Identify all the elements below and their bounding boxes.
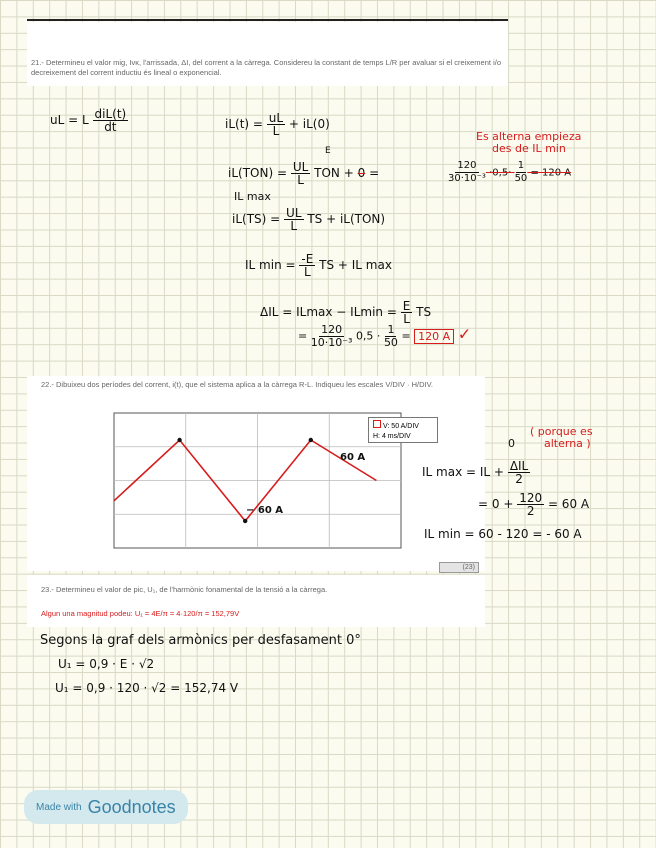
ton-strike-f-den: 50 (514, 173, 528, 184)
zero-note: 0 (508, 437, 515, 450)
delta-equation (260, 300, 431, 325)
goodnotes-logo: Goodnotes (87, 796, 176, 817)
ts-den: L (290, 219, 298, 233)
top-rule (27, 19, 508, 21)
ilmax-lhs: IL max = (422, 465, 477, 479)
ton-zero: 0 (357, 166, 366, 180)
ilmax-calc (478, 492, 589, 517)
il-rest: + iL(0) (288, 117, 330, 131)
ilmax-rhs: IL + (479, 465, 504, 479)
ilmin-calc (424, 527, 582, 541)
ilmax-calc-res: = 60 A (547, 497, 590, 511)
ilmax-eq (422, 460, 530, 485)
q21-panel (27, 22, 508, 86)
ton-eq: = (369, 166, 380, 180)
ilmax-calc-a: = 0 + (478, 497, 514, 511)
ul-den: dt (104, 120, 117, 134)
ton-den: L (297, 173, 304, 187)
delta-lhs: ΔIL = ILmax − ILmin = (260, 305, 397, 319)
trough-point (243, 519, 247, 523)
delta2-den: 10·10⁻³ (310, 336, 353, 349)
il-lhs: iL(t) = (225, 117, 263, 131)
ts-equation (232, 207, 385, 232)
ul-num: diL(t) (94, 107, 127, 121)
ul-equation (50, 108, 128, 133)
red-note-alterna-2: alterna ) (544, 437, 591, 450)
il-num: uL (268, 111, 284, 125)
delta2-f-den: 50 (383, 336, 398, 349)
delta-den: L (403, 312, 410, 326)
bottom-line-2: U₁ = 0,9 · E · √2 (58, 657, 155, 671)
ton-equation (228, 161, 379, 186)
delta-calc (298, 324, 471, 349)
ilmin-calc-lhs: IL min = (424, 527, 475, 541)
red-note-line2: des de IL min (492, 142, 566, 155)
fig-number: (23) (462, 564, 475, 571)
peak-point (177, 438, 181, 442)
delta2-mid: 0,5 · (355, 329, 381, 343)
chart-legend (368, 417, 438, 443)
ilmax-label: IL max (234, 190, 271, 203)
ton-lhs: iL(TON) = (228, 166, 288, 180)
q23-answer: Algun una magnitud podeu: U₁ = 4E/π = 4·120/π = 152,79V (41, 609, 240, 618)
ul-lhs: uL = L (50, 113, 89, 127)
ilmin-den: L (303, 265, 311, 279)
ton-strike-num: 120 (457, 160, 477, 171)
ton-strike-mid: ·0,5· (489, 167, 512, 179)
delta-result-box: 120 A (414, 329, 454, 344)
delta-num: E (402, 299, 411, 313)
legend-v: V: 50 A/DIV (373, 420, 433, 432)
ton-strike-den: 30·10⁻³ (448, 173, 486, 184)
peak-label: 60 A (340, 452, 366, 463)
trough-label: − 60 A (246, 505, 283, 516)
ilmax-frac-num: ΔIL (509, 459, 529, 473)
delta2-f-num: 1 (387, 323, 395, 336)
legend-h: H: 4 ms/DIV (373, 433, 411, 440)
delta2-eq2: = (401, 329, 411, 343)
delta2-num: 120 (321, 323, 343, 336)
ilmax-calc-num: 120 (519, 491, 543, 505)
il-den: L (272, 124, 280, 138)
red-note-line1: Es alterna empieza (476, 130, 582, 143)
red-note-alterna-1: ( porque es (530, 425, 593, 438)
ilmin-equation (245, 253, 392, 278)
ilmax-calc-den: 2 (526, 504, 535, 518)
ton-strike-f-num: 1 (517, 160, 525, 171)
ts-lhs: iL(TS) = (232, 212, 281, 226)
q23-text: 23.- Determineu el valor de pic, U₁, de l'harmònic fonamental de la tensió a la càrrega. (41, 585, 328, 594)
ilmin-rest: TS + IL max (319, 258, 392, 272)
ton-num: UL (292, 160, 309, 174)
made-with-goodnotes-badge[interactable] (24, 790, 188, 824)
fig-number-tab (439, 562, 479, 573)
q22-text: 22.- Dibuixeu dos períodes del corrent, i(t), que el sistema aplica a la càrrega R-L. Indiqueu les escales V/DIV · H/DIV. (41, 380, 433, 389)
delta2-eq: = (298, 329, 308, 343)
waveform-chart (113, 412, 403, 550)
ilmin-calc-rhs: 60 - 120 = - 60 A (478, 527, 582, 541)
ton-strike-res: = 120 A (530, 167, 572, 179)
ts-rest: TS + iL(TON) (307, 212, 386, 226)
ilmin-lhs: IL min = (245, 258, 296, 272)
il-equation (225, 112, 330, 137)
bottom-line-1: Segons la graf dels armònics per desfasament 0° (40, 633, 361, 648)
bottom-line-3: U₁ = 0,9 · 120 · √2 = 152,74 V (55, 681, 239, 695)
ton-struck-result (448, 160, 571, 185)
ilmin-num: -E (301, 252, 314, 266)
delta-rest: TS (416, 305, 432, 319)
made-with-label: Made with (36, 801, 82, 813)
e-annotation: E (325, 146, 331, 156)
q23-panel (27, 575, 485, 627)
peak-point (309, 438, 313, 442)
q21-text: 21.- Determineu el valor mig, Ivκ, l'arrissada, ΔI, del corrent a la càrrega. Considereu la constant de temps L/R per avaluar si el creixement i/o decreixement del corrent inductiu és lineal o exponencial. (31, 58, 501, 77)
check-mark: ✓ (457, 324, 472, 344)
ilmax-frac-den: 2 (515, 472, 523, 486)
ton-rest: TON + (314, 166, 354, 180)
ts-num: UL (286, 206, 302, 220)
red-note-alterna (530, 426, 593, 450)
red-note-start (476, 131, 581, 155)
